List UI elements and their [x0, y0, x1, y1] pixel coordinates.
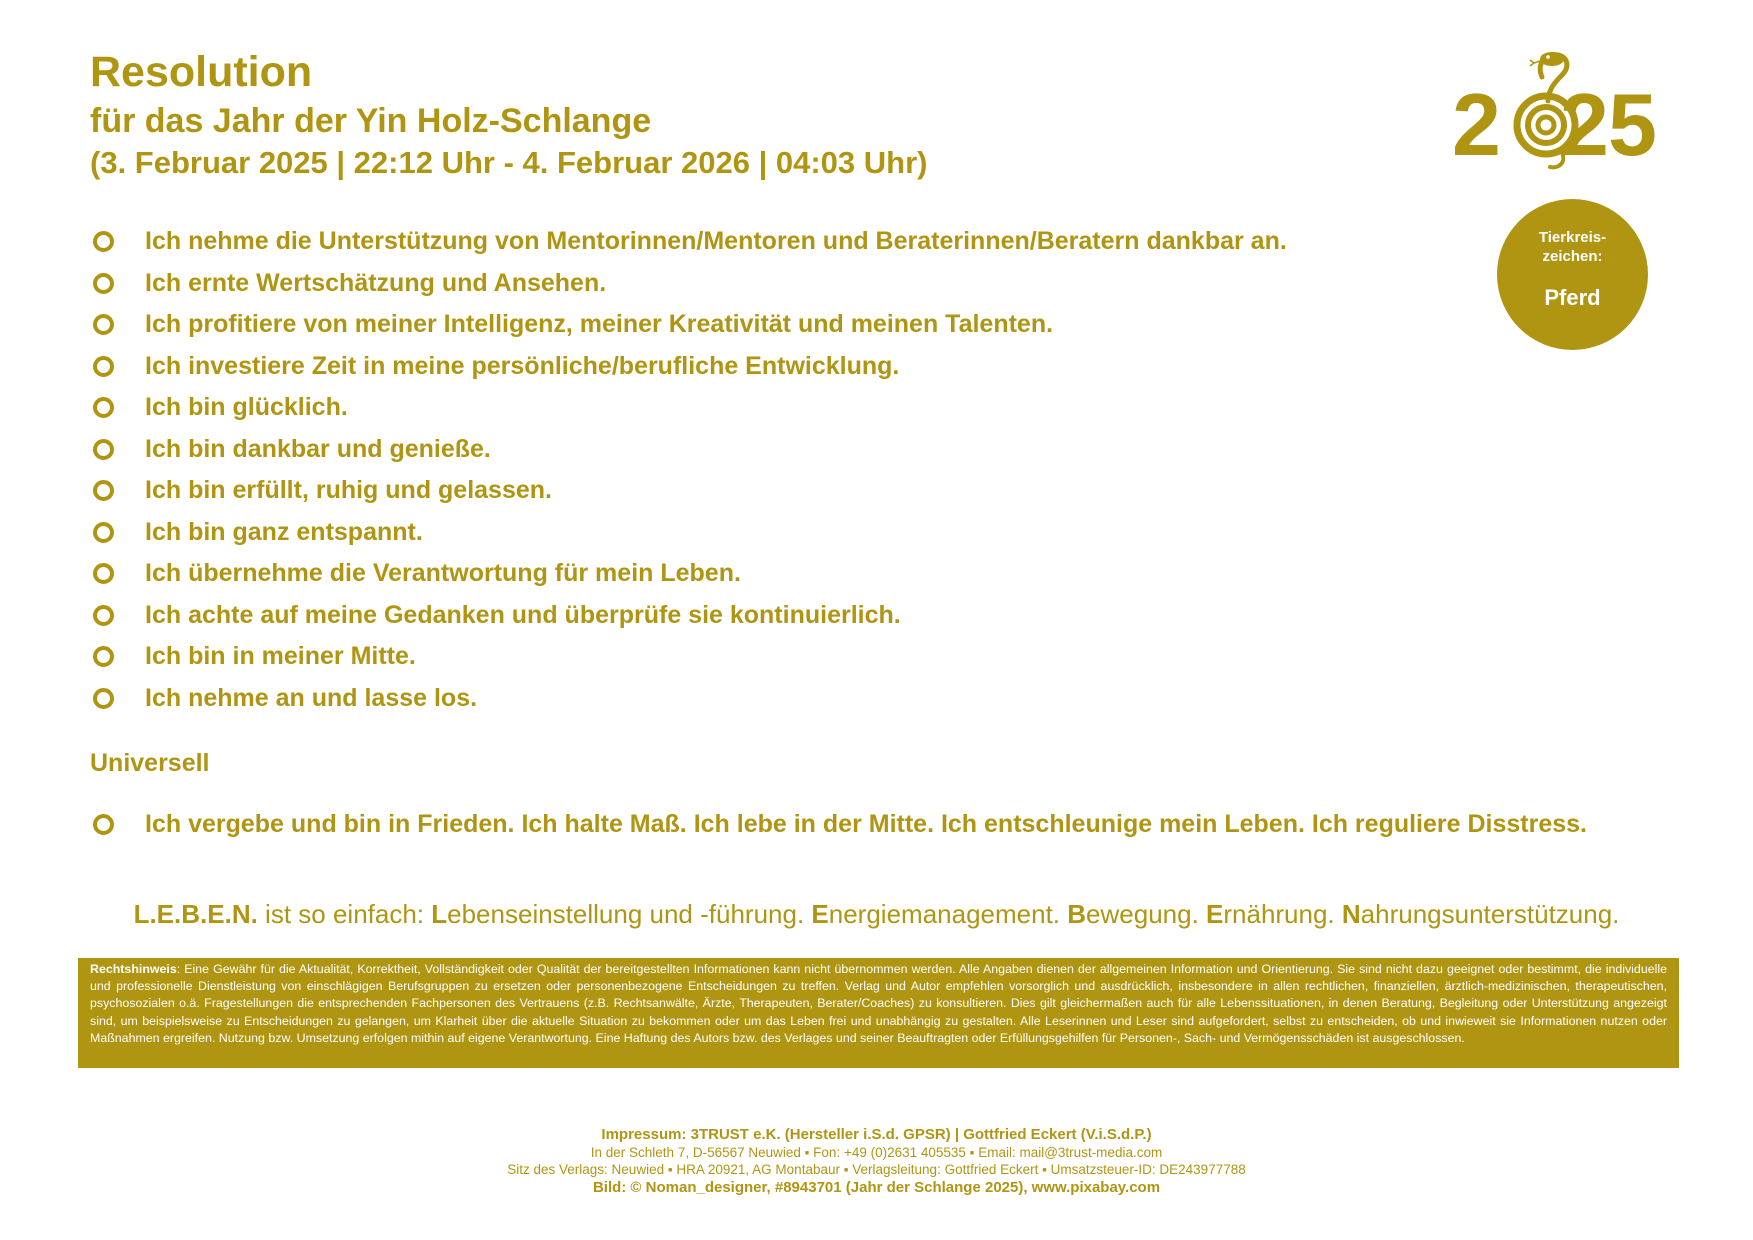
leben-initial: B [1067, 899, 1087, 929]
page-title: Resolution [90, 48, 313, 96]
leben-slogan [0, 898, 1753, 930]
leben-word: ahrungsunterstützung. [1360, 899, 1620, 929]
bullet-icon [93, 646, 114, 667]
resolution-text: Ich profitiere von meiner Intelligenz, meiner Kreativität und meinen Talenten. [145, 310, 1054, 338]
resolution-text: Ich bin erfüllt, ruhig und gelassen. [145, 476, 552, 504]
bullet-icon [93, 439, 114, 460]
disclaimer-text: : Eine Gewähr für die Aktualität, Korrektheit, Vollständigkeit oder Qualität der bereitgestellten Informationen kann nicht übernommen werden. Alle Angaben dienen der allgemeinen Information und Orientierung. Sie sind nicht dazu geeignet oder bestimmt, die individuelle und professionelle Dienstleistung von einschlägigen Berufsgruppen zu ersetzen oder personenbezogene Entscheidungen zu treffen. Verlag und Autor empfehlen vorsorglich und ausdrücklich, insbesondere in allen rechtlichen, finanziellen, ärztlich-medizinischen, therapeutischen, psychosozialen o.ä. Fragestellungen die entsprechenden Fachpersonen des Vertrauens (z.B. Rechtsanwälte, Ärzte, Therapeuten, Berater/Coaches) zu konsultieren. Dies gilt gleichermaßen auch für alle Lebenssituationen, in denen Beratung, Begleitung oder Unterstützung angezeigt sind, um beispielsweise zu Entscheidungen zu gelangen, um Klarheit über die aktuelle Situation zu bekommen oder um das Leben frei und unabhängig zu gestalten. Alle Leserinnen und Leser sind aufgefordert, selbst zu entscheiden, ob und inwieweit sie Informationen nutzen oder Maßnahmen ergreifen. Nutzung bzw. Umsetzung erfolgen mithin auf eigene Verantwortung. Eine Haftung des Autors bzw. des Verlages und seiner Beauftragten oder Erfüllungsgehilfen für Personen-, Sach- und Vermögensschäden ist ausgeschlossen. [90, 962, 1667, 1045]
resolution-text: Ich investiere Zeit in meine persönliche/berufliche Entwicklung. [145, 351, 900, 380]
zodiac-value: Pferd [1544, 285, 1601, 310]
bullet-icon [93, 397, 114, 418]
leben-word: rnährung. [1223, 899, 1342, 929]
imprint-registry: Sitz des Verlags: Neuwied ▪ HRA 20921, AG Montabaur ▪ Verlagsleitung: Gottfried Eckert ▪ Umsatzsteuer-ID: DE243977788 [507, 1162, 1246, 1177]
snake-year-logo [1450, 45, 1660, 175]
image-credit: Bild: © Noman_designer, #8943701 (Jahr der Schlange 2025), www.pixabay.com [592, 1178, 1161, 1196]
resolution-text: Ich nehme an und lasse los. [145, 683, 478, 712]
zodiac-badge [1497, 199, 1648, 350]
leben-initial: E [811, 899, 829, 929]
bullet-icon [93, 605, 114, 626]
leben-intro: ist so einfach: [257, 899, 432, 929]
leben-word: ebenseinstellung und -führung. [447, 899, 812, 929]
page-subtitle: für das Jahr der Yin Holz-Schlange [90, 102, 652, 140]
bullet-icon [93, 480, 114, 501]
universal-text: Ich vergebe und bin in Frieden. Ich halte Maß. Ich lebe in der Mitte. Ich entschleunige mein Leben. Ich reguliere Disstress. [145, 810, 1588, 838]
resolution-text: Ich bin in meiner Mitte. [145, 642, 416, 670]
zodiac-label: Tierkreis-zeichen: [1538, 229, 1607, 265]
bullet-icon [93, 356, 114, 377]
legal-disclaimer [78, 958, 1679, 1068]
bullet-icon [93, 563, 114, 584]
leben-initial: N [1341, 899, 1361, 929]
resolution-text: Ich bin ganz entspannt. [145, 517, 423, 546]
leben-acronym: L.E.B.E.N. [133, 899, 258, 929]
logo-digit: 5 [1608, 75, 1657, 174]
resolution-text: Ich bin glücklich. [145, 393, 348, 421]
resolution-text: Ich bin dankbar und genieße. [145, 434, 491, 463]
resolution-text: Ich übernehme die Verantwortung für mein Leben. [145, 559, 741, 587]
bullet-icon [93, 273, 114, 294]
logo-digit: 2 [1560, 75, 1609, 174]
bullet-icon [93, 314, 114, 335]
imprint [0, 1126, 1753, 1196]
resolution-text: Ich nehme die Unterstützung von Mentorinnen/Mentoren und Beraterinnen/Beratern dankbar an. [145, 227, 1287, 255]
year-period: (3. Februar 2025 | 22:12 Uhr - 4. Februar 2026 | 04:03 Uhr) [90, 145, 928, 180]
bullet-icon [93, 522, 114, 543]
resolution-text: Ich achte auf meine Gedanken und überprüfe sie kontinuierlich. [145, 600, 901, 629]
logo-digit: 2 [1452, 75, 1501, 174]
bullet-icon [93, 688, 114, 709]
imprint-address: In der Schleth 7, D-56567 Neuwied ▪ Fon: +49 (0)2631 405535 ▪ Email: mail@3trust-media.com [590, 1144, 1163, 1160]
universal-heading: Universell [90, 749, 210, 777]
bullet-icon [93, 814, 114, 835]
leben-initial: L [431, 899, 448, 929]
imprint-line: Impressum: 3TRUST e.K. (Hersteller i.S.d. GPSR) | Gottfried Eckert (V.i.S.d.P.) [601, 1126, 1152, 1143]
leben-initial: E [1206, 899, 1224, 929]
leben-word: ewegung. [1086, 899, 1207, 929]
leben-word: nergiemanagement. [828, 899, 1068, 929]
resolution-text: Ich ernte Wertschätzung und Ansehen. [145, 268, 607, 297]
disclaimer-label: Rechtshinweis [90, 962, 177, 976]
bullet-icon [93, 231, 114, 252]
